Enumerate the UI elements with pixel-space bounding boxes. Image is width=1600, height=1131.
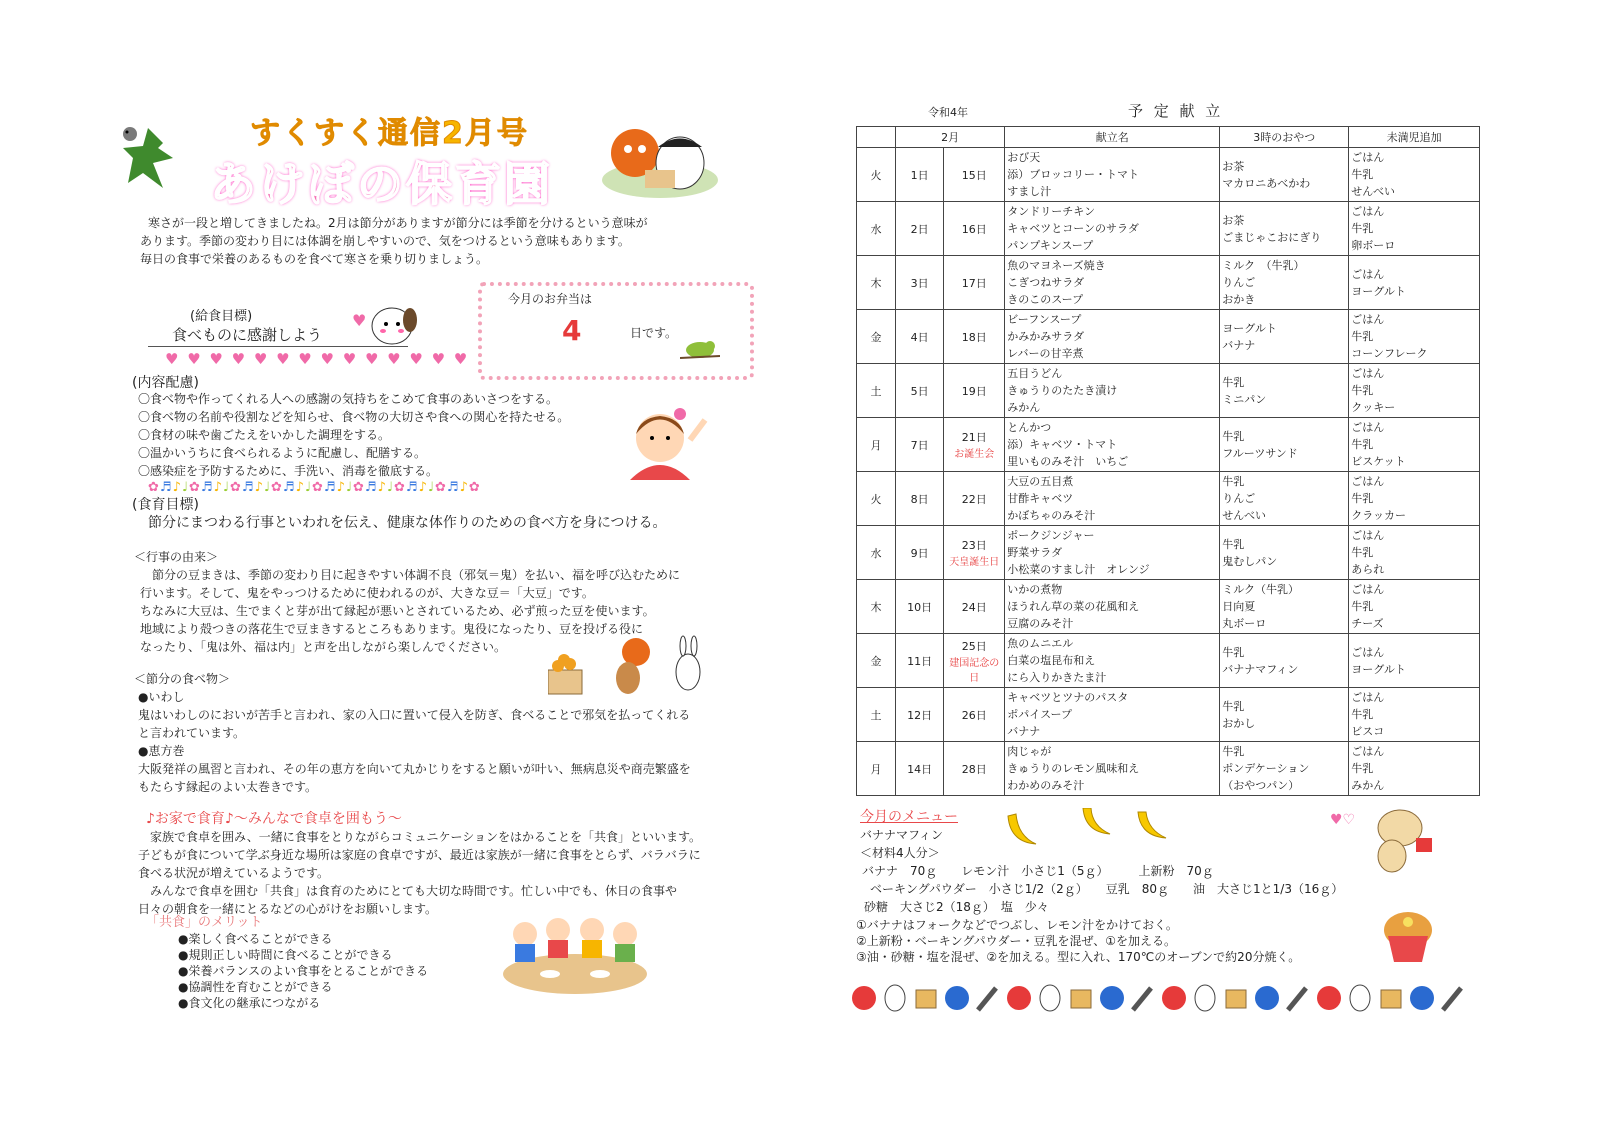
row-menu <box>1005 634 1220 688</box>
recipe-ingredients-1: バナナ 70ｇ レモン汁 小さじ1（5ｇ） 上新粉 70ｇ <box>862 864 1214 878</box>
music-notes-row: ✿♬♪♩✿♬♪♩✿♬♪♩✿♬♪♩✿♬♪♩✿♬♪♩✿♬♪♩✿♬♪✿ <box>148 480 481 495</box>
menu-row <box>857 202 1480 256</box>
row-extra-line: チーズ <box>1351 617 1384 630</box>
row-menu-line: きゅうりのレモン風味和え <box>1007 762 1140 775</box>
intro-line-1: 寒さが一段と増してきましたね。2月は節分がありますが節分には季節を分けるという意味が <box>148 216 648 230</box>
row-date-2-value: 21日 <box>961 431 987 444</box>
row-dow: 水 <box>857 202 896 256</box>
row-snack-line: バナナ <box>1222 338 1256 352</box>
lunch-goal-text: 食べものに感謝しよう <box>172 326 323 344</box>
home-line-3: 食べる状況が増えているようです。 <box>138 866 330 880</box>
oni-otafuku-illustration <box>600 125 720 200</box>
row-snack-line: ポンデケーション <box>1222 762 1310 775</box>
row-snack-line: 丸ボーロ <box>1222 617 1267 630</box>
row-snack-line: 牛乳 <box>1222 745 1245 758</box>
bento-prefix: 今月のお弁当は <box>508 292 593 306</box>
blue-oni-icon <box>945 986 969 1010</box>
row-menu-line: キャベツとコーンのサラダ <box>1007 222 1139 235</box>
row-snack-line: りんご <box>1222 492 1256 505</box>
row-extra <box>1349 688 1480 742</box>
goal-underline <box>148 346 408 347</box>
header-snack: 3時のおやつ <box>1220 127 1349 148</box>
holly-decoration <box>118 118 188 198</box>
row-menu-line: すまし汁 <box>1007 185 1052 198</box>
kanabo-icon <box>1443 988 1461 1010</box>
row-menu-line: タンドリーチキン <box>1007 205 1096 218</box>
row-date-2-value: 19日 <box>961 384 987 398</box>
row-extra-line: ビスコ <box>1351 725 1385 738</box>
row-menu <box>1005 418 1220 472</box>
muffin-icon <box>1380 910 1436 968</box>
masu-icon <box>1071 990 1091 1008</box>
row-date-2-value: 18日 <box>961 330 987 344</box>
row-snack <box>1220 688 1349 742</box>
row-menu-line: にら入りかきたま汁 <box>1007 671 1107 684</box>
row-extra-line: 牛乳 <box>1351 492 1374 505</box>
header-extra: 未満児追加 <box>1349 127 1480 148</box>
row-date-2-value: 24日 <box>961 600 987 614</box>
row-extra-line: ごはん <box>1351 529 1385 542</box>
row-extra-line: 牛乳 <box>1351 600 1374 613</box>
home-line-5: 日々の朝食を一緒にとるなどの心がけをお願いします。 <box>138 902 438 916</box>
otafuku-icon <box>885 985 905 1011</box>
row-extra-line: 卵ボーロ <box>1351 239 1396 252</box>
row-extra-line: ヨーグルト <box>1351 284 1406 298</box>
content-policy-item-2: 〇食べ物の名前や役割などを知らせ、食べ物の大切さや食への関心を持たせる。 <box>138 410 570 424</box>
merit-item-1: ●楽しく食べることができる <box>178 932 333 946</box>
row-snack <box>1220 202 1349 256</box>
row-snack-line: 牛乳 <box>1222 537 1245 551</box>
girl-illustration <box>620 400 710 482</box>
row-menu-line: ほうれん草の菜の花風和え <box>1007 600 1140 613</box>
row-date-1: 12日 <box>896 688 944 742</box>
masu-icon <box>1226 990 1246 1008</box>
row-menu-line: 肉じゃが <box>1007 745 1052 758</box>
row-snack <box>1220 472 1349 526</box>
red-oni-icon <box>852 986 876 1010</box>
row-extra-line: ごはん <box>1351 645 1385 659</box>
row-menu-line: かぼちゃのみそ汁 <box>1007 509 1096 522</box>
menu-row <box>857 256 1480 310</box>
row-snack-line: ミルク（牛乳） <box>1222 583 1299 596</box>
menu-row <box>857 742 1480 796</box>
row-extra-line: ごはん <box>1351 313 1385 326</box>
row-snack <box>1220 634 1349 688</box>
row-date-2-value: 25日 <box>961 639 987 653</box>
header-dow <box>857 127 896 148</box>
row-menu-line: バナナ <box>1007 725 1041 738</box>
row-snack-line: 日向夏 <box>1222 600 1256 613</box>
row-extra <box>1349 202 1480 256</box>
red-oni-icon <box>1317 986 1341 1010</box>
row-snack-line: ヨーグルト <box>1222 321 1277 335</box>
row-extra-line: ごはん <box>1351 367 1385 380</box>
row-date-2 <box>944 634 1005 688</box>
merit-item-5: ●食文化の継承につながる <box>178 996 321 1010</box>
recipe-name: バナナマフィン <box>860 828 944 842</box>
row-menu-line: 魚のムニエル <box>1007 637 1074 650</box>
row-date-1: 7日 <box>896 418 944 472</box>
recipe-servings: ＜材料4人分＞ <box>860 846 940 860</box>
menu-table-header <box>857 127 1480 148</box>
row-menu <box>1005 742 1220 796</box>
row-extra-line: 牛乳 <box>1351 438 1374 451</box>
row-dow: 土 <box>857 364 896 418</box>
menu-row <box>857 364 1480 418</box>
row-snack <box>1220 364 1349 418</box>
row-date-2 <box>944 310 1005 364</box>
blue-oni-icon <box>1410 986 1434 1010</box>
row-snack-line: おかし <box>1222 716 1256 730</box>
setsubun-characters-illustration <box>548 632 718 702</box>
row-dow: 水 <box>857 526 896 580</box>
row-extra <box>1349 580 1480 634</box>
kanabo-icon <box>1288 988 1306 1010</box>
row-extra-line: ごはん <box>1351 151 1385 164</box>
setsubun-food-item-1-line-2: と言われています。 <box>138 726 246 740</box>
recipe-step-1: ①バナナはフォークなどでつぶし、レモン汁をかけておく。 <box>856 918 1178 932</box>
kanabo-icon <box>1133 988 1151 1010</box>
event-origin-heading: ＜行事の由来＞ <box>134 550 219 564</box>
recipe-step-3: ③油・砂糖・塩を混ぜ、②を加える。型に入れ、170℃のオーブンで約20分焼く。 <box>856 950 1301 964</box>
row-date-2 <box>944 742 1005 796</box>
blue-oni-icon <box>1100 986 1124 1010</box>
merit-item-3: ●栄養バランスのよい食事をとることができる <box>178 964 429 978</box>
row-snack-line: マカロニあべかわ <box>1222 176 1311 190</box>
row-date-1: 10日 <box>896 580 944 634</box>
menu-row <box>857 148 1480 202</box>
row-date-2-value: 26日 <box>961 708 987 722</box>
row-menu-line: パンプキンスープ <box>1007 239 1094 252</box>
row-extra <box>1349 472 1480 526</box>
row-snack-line: りんご <box>1222 276 1256 289</box>
row-snack-line: 牛乳 <box>1222 429 1245 443</box>
row-extra-line: ビスケット <box>1351 455 1406 468</box>
row-snack-line: 牛乳 <box>1222 645 1245 659</box>
row-menu-line: こぎつねサラダ <box>1007 276 1085 289</box>
row-menu-line: 添）ブロッコリー・トマト <box>1007 168 1139 181</box>
event-origin-line-3: ちなみに大豆は、生でまくと芽が出て縁起が悪いとされているため、必ず煎った豆を使います。 <box>140 604 655 618</box>
row-snack <box>1220 580 1349 634</box>
row-extra <box>1349 526 1480 580</box>
row-note: 建国記念の日 <box>949 657 1000 684</box>
row-menu-line: きゅうりのたたき漬け <box>1007 384 1118 397</box>
event-origin-line-5: なったり、「鬼は外、福は内」と声を出しながら楽しんでください。 <box>140 640 507 654</box>
row-menu-line: ポークジンジャー <box>1007 529 1095 542</box>
row-date-2 <box>944 472 1005 526</box>
row-snack <box>1220 526 1349 580</box>
nursery-name: あけぼの保育園 <box>210 157 553 211</box>
setsubun-food-item-2-line-2: もたらす縁起のよい太巻きです。 <box>138 780 318 794</box>
row-extra-line: クラッカー <box>1351 509 1406 522</box>
home-line-4: みんなで食卓を囲む「共食」は食育のためにとても大切な時間です。忙しい中でも、休日の食事や <box>150 884 678 898</box>
row-extra-line: みかん <box>1351 779 1385 792</box>
menu-row <box>857 526 1480 580</box>
menu-row <box>857 580 1480 634</box>
row-extra-line: 牛乳 <box>1351 708 1374 721</box>
row-menu-line: 小松菜のすまし汁 オレンジ <box>1007 563 1150 576</box>
row-date-2 <box>944 418 1005 472</box>
row-dow: 木 <box>857 256 896 310</box>
row-snack <box>1220 418 1349 472</box>
row-dow: 金 <box>857 634 896 688</box>
masu-icon <box>1381 990 1401 1008</box>
row-snack <box>1220 148 1349 202</box>
row-date-2-value: 17日 <box>961 276 987 290</box>
menu-row <box>857 418 1480 472</box>
row-menu <box>1005 310 1220 364</box>
row-note: お誕生会 <box>954 449 995 460</box>
row-menu <box>1005 472 1220 526</box>
shokuiku-text: 節分にまつわる行事といわれを伝え、健康な体作りのための食べ方を身につける。 <box>148 515 667 531</box>
header-month: 2月 <box>896 127 1005 148</box>
setsubun-border-row <box>844 980 1464 1016</box>
row-date-2 <box>944 202 1005 256</box>
event-origin-line-4: 地域により殻つきの落花生で豆まきするところもあります。鬼役になったり、豆を投げる役に <box>140 622 644 636</box>
svg-text:♥♡: ♥♡ <box>1330 812 1356 828</box>
row-dow: 木 <box>857 580 896 634</box>
recipe-step-2: ②上新粉・ベーキングパウダー・豆乳を混ぜ、①を加える。 <box>856 934 1176 948</box>
otafuku-icon <box>1195 985 1215 1011</box>
row-menu-line: レバーの甘辛煮 <box>1007 347 1084 360</box>
row-extra-line: 牛乳 <box>1351 222 1374 235</box>
menu-title: 予 定 献 立 <box>1128 102 1224 120</box>
row-snack-line: ミニパン <box>1222 392 1267 406</box>
setsubun-food-item-1-line-1: 鬼はいわしのにおいが苦手と言われ、家の入口に置いて侵入を防ぎ、食べることで邪気を払ってくれる <box>138 708 691 722</box>
row-extra <box>1349 256 1480 310</box>
intro-line-2: あります。季節の変わり目には体調を崩しやすいので、気をつけるという意味もあります。 <box>140 234 630 248</box>
puppy-icon <box>352 298 422 348</box>
lunch-goal-label: (給食目標) <box>190 309 253 324</box>
row-menu-line: わかめのみそ汁 <box>1007 779 1085 792</box>
row-snack <box>1220 310 1349 364</box>
row-extra-line: 牛乳 <box>1351 384 1374 397</box>
puppy-gift-illustration <box>1330 806 1440 876</box>
row-snack-line: フルーツサンド <box>1222 446 1298 460</box>
row-menu <box>1005 364 1220 418</box>
bird-icon <box>680 336 720 364</box>
row-menu-line: 野菜サラダ <box>1007 546 1063 559</box>
masu-icon <box>916 990 936 1008</box>
family-meal-illustration <box>500 906 650 996</box>
row-extra-line: コーンフレーク <box>1351 347 1428 360</box>
menu-row <box>857 472 1480 526</box>
row-date-2-value: 16日 <box>961 222 987 236</box>
row-date-2-value: 15日 <box>961 168 987 182</box>
row-menu-line: みかん <box>1007 401 1041 414</box>
row-extra-line: ごはん <box>1351 583 1385 596</box>
row-menu <box>1005 256 1220 310</box>
setsubun-food-item-2-line-1: 大阪発祥の風習と言われ、その年の恵方を向いて丸かじりをすると願いが叶い、無病息災や商売繁盛を <box>138 762 691 776</box>
row-extra-line: あられ <box>1351 563 1385 576</box>
row-extra-line: ごはん <box>1351 267 1385 281</box>
row-dow: 火 <box>857 472 896 526</box>
row-dow: 土 <box>857 688 896 742</box>
row-menu-line: 白菜の塩昆布和え <box>1007 654 1096 667</box>
intro-line-3: 毎日の食事で栄養のあるものを食べて寒さを乗り切りましょう。 <box>140 252 489 266</box>
newsletter-title: すくすく通信2月号 <box>250 116 529 151</box>
home-shokuiku-heading: ♪お家で食育♪～みんなで食卓を囲もう～ <box>146 811 402 827</box>
row-date-2 <box>944 148 1005 202</box>
row-extra-line: ごはん <box>1351 691 1385 704</box>
row-extra <box>1349 310 1480 364</box>
row-extra-line: 牛乳 <box>1351 546 1374 559</box>
row-extra-line: ヨーグルト <box>1351 662 1406 676</box>
row-menu-line: おび天 <box>1007 151 1041 164</box>
content-policy-item-5: 〇感染症を予防するために、手洗い、消毒を徹底する。 <box>138 464 439 478</box>
row-extra-line: 牛乳 <box>1351 330 1374 343</box>
row-menu-line: 里いものみそ汁 いちご <box>1007 455 1129 468</box>
row-menu-line: きのこのスープ <box>1007 293 1084 306</box>
row-date-2-value: 28日 <box>961 762 987 776</box>
setsubun-food-item-1: ●いわし <box>138 690 185 704</box>
row-snack-line: バナナマフィン <box>1222 662 1299 676</box>
content-policy-heading: (内容配慮) <box>132 375 199 391</box>
content-policy-item-3: 〇食材の味や歯ごたえをいかした調理をする。 <box>138 428 391 442</box>
row-menu-line: ビーフンスープ <box>1007 313 1082 326</box>
red-oni-icon <box>1007 986 1031 1010</box>
svg-text:♥: ♥ <box>352 311 367 330</box>
row-snack-line: 牛乳 <box>1222 475 1245 488</box>
row-date-1: 1日 <box>896 148 944 202</box>
kanabo-icon <box>978 988 996 1010</box>
row-date-1: 14日 <box>896 742 944 796</box>
banana-icon <box>998 808 1198 856</box>
merit-heading: 「共食」のメリット <box>146 915 263 930</box>
menu-era: 令和4年 <box>928 106 968 119</box>
merit-item-2: ●規則正しい時間に食べることができる <box>178 948 393 962</box>
row-menu-line: 大豆の五目煮 <box>1007 475 1074 488</box>
row-date-2 <box>944 364 1005 418</box>
bento-suffix: 日です。 <box>630 326 678 340</box>
row-date-1: 5日 <box>896 364 944 418</box>
row-snack-line: せんべい <box>1222 509 1266 522</box>
setsubun-food-item-2: ●恵方巻 <box>138 744 185 758</box>
row-extra <box>1349 418 1480 472</box>
menu-row <box>857 634 1480 688</box>
row-extra-line: 牛乳 <box>1351 168 1374 181</box>
row-menu-line: 豆腐のみそ汁 <box>1007 617 1074 630</box>
row-extra <box>1349 148 1480 202</box>
content-policy-item-1: 〇食べ物や作ってくれる人への感謝の気持ちをこめて食事のあいさつをする。 <box>138 392 559 406</box>
content-policy-item-4: 〇温かいうちに食べられるように配慮し、配膳する。 <box>138 446 427 460</box>
row-dow: 火 <box>857 148 896 202</box>
row-date-1: 8日 <box>896 472 944 526</box>
row-snack-line: ごまじゃこおにぎり <box>1222 230 1322 244</box>
merit-item-4: ●協調性を育むことができる <box>178 980 333 994</box>
row-snack-line: お茶 <box>1222 213 1245 227</box>
row-dow: 月 <box>857 418 896 472</box>
row-date-2 <box>944 688 1005 742</box>
bento-box <box>478 282 754 380</box>
row-menu <box>1005 526 1220 580</box>
otafuku-icon <box>1350 985 1370 1011</box>
row-snack-line: おかき <box>1222 293 1256 306</box>
row-snack <box>1220 256 1349 310</box>
row-extra-line: ごはん <box>1351 745 1385 758</box>
row-snack-line: ミルク （牛乳） <box>1222 259 1305 272</box>
row-menu <box>1005 202 1220 256</box>
row-snack-line: 牛乳 <box>1222 699 1245 713</box>
row-extra <box>1349 364 1480 418</box>
blue-oni-icon <box>1255 986 1279 1010</box>
recipe-heading: 今月のメニュー <box>860 809 958 825</box>
row-menu-line: 五目うどん <box>1007 367 1063 380</box>
menu-row <box>857 310 1480 364</box>
row-date-1: 11日 <box>896 634 944 688</box>
row-note: 天皇誕生日 <box>949 557 1000 568</box>
row-date-2-value: 22日 <box>961 492 987 506</box>
row-date-2 <box>944 256 1005 310</box>
row-snack <box>1220 742 1349 796</box>
row-menu-line: キャベツとツナのパスタ <box>1007 691 1129 704</box>
row-menu <box>1005 148 1220 202</box>
row-menu <box>1005 580 1220 634</box>
setsubun-food-heading: ＜節分の食べ物＞ <box>134 672 231 686</box>
row-menu-line: とんかつ <box>1007 421 1052 434</box>
row-extra-line: ごはん <box>1351 205 1385 218</box>
row-menu-line: 甘酢キャベツ <box>1007 492 1074 505</box>
menu-row <box>857 688 1480 742</box>
row-dow: 月 <box>857 742 896 796</box>
event-origin-line-1: 節分の豆まきは、季節の変わり目に起きやすい体調不良（邪気＝鬼）を払い、福を呼び込むために <box>152 568 681 582</box>
row-extra <box>1349 742 1480 796</box>
row-snack-line: （おやつパン） <box>1222 779 1300 792</box>
row-menu-line: 添）キャベツ・トマト <box>1007 438 1118 451</box>
row-extra-line: 牛乳 <box>1351 762 1374 775</box>
row-snack-line: 牛乳 <box>1222 375 1245 389</box>
row-date-2 <box>944 526 1005 580</box>
menu-table <box>856 126 1480 796</box>
home-line-1: 家族で食卓を囲み、一緒に食事をとりながらコミュニケーションをはかることを「共食」といいます。 <box>150 830 702 844</box>
row-extra <box>1349 634 1480 688</box>
menu-table-body <box>857 148 1480 796</box>
red-oni-icon <box>1162 986 1186 1010</box>
row-extra-line: ごはん <box>1351 475 1385 488</box>
home-line-2: 子どもが食について学ぶ身近な場所は家庭の食卓ですが、最近は家族が一緒に食事をとらず、バラバラに <box>138 848 701 862</box>
row-extra-line: ごはん <box>1351 421 1385 434</box>
row-date-1: 2日 <box>896 202 944 256</box>
row-extra-line: せんべい <box>1351 185 1395 198</box>
row-menu-line: 魚のマヨネーズ焼き <box>1007 259 1106 272</box>
bento-count: 4 <box>562 314 582 347</box>
row-menu <box>1005 688 1220 742</box>
row-date-2 <box>944 580 1005 634</box>
shokuiku-heading: (食育目標) <box>132 497 199 513</box>
header-menu: 献立名 <box>1005 127 1220 148</box>
hearts-row: ♥ ♥ ♥ ♥ ♥ ♥ ♥ ♥ ♥ ♥ ♥ ♥ ♥ ♥ <box>165 350 470 368</box>
row-snack-line: 鬼むしパン <box>1222 554 1278 568</box>
row-date-1: 9日 <box>896 526 944 580</box>
otafuku-icon <box>1040 985 1060 1011</box>
row-menu-line: ポパイスープ <box>1007 708 1073 721</box>
row-extra-line: クッキー <box>1351 401 1396 414</box>
row-snack-line: お茶 <box>1222 159 1245 173</box>
recipe-ingredients-2: ベーキングパウダー 小さじ1/2（2ｇ） 豆乳 80ｇ 油 大さじ1と1/3（16ｇ） <box>870 882 1344 896</box>
event-origin-line-2: 行います。そして、鬼をやっつけるために使われるのが、大きな豆＝「大豆」です。 <box>140 586 594 600</box>
row-dow: 金 <box>857 310 896 364</box>
recipe-ingredients-3: 砂糖 大さじ2（18ｇ） 塩 少々 <box>864 900 1049 914</box>
row-menu-line: いかの煮物 <box>1007 583 1063 596</box>
row-date-2-value: 23日 <box>961 539 987 552</box>
row-date-1: 4日 <box>896 310 944 364</box>
row-menu-line: かみかみサラダ <box>1007 330 1085 343</box>
row-date-1: 3日 <box>896 256 944 310</box>
